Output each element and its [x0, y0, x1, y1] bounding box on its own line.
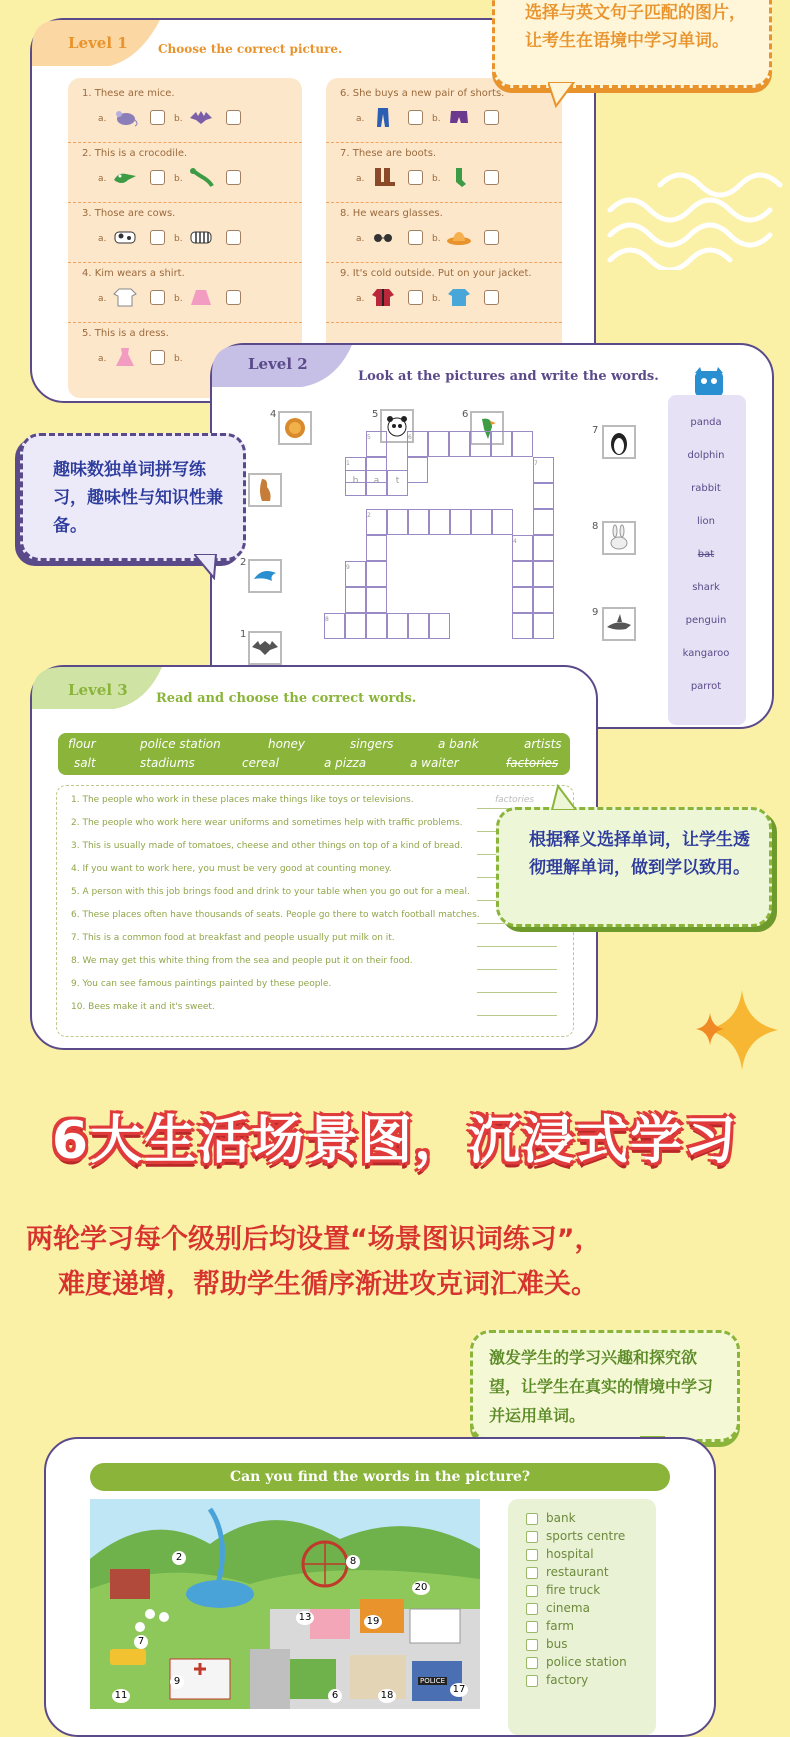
- headline: 6大生活场景图，沉浸式学习: [51, 1111, 739, 1171]
- sentence: 8. We may get this white thing from the sea and people put it on their food.: [71, 956, 413, 966]
- grid-cell[interactable]: [408, 613, 429, 639]
- word-item: panda: [690, 417, 722, 428]
- answer-blank[interactable]: [477, 992, 557, 993]
- grid-cell[interactable]: [533, 509, 554, 535]
- option-b-label: b.: [174, 354, 183, 364]
- scene-number: 19: [364, 1615, 382, 1629]
- grid-cell[interactable]: [366, 561, 387, 587]
- grid-cell[interactable]: [512, 431, 533, 457]
- sentence: 1. The people who work in these places make things like toys or televisions.: [71, 795, 414, 805]
- boots-icon: [370, 166, 396, 188]
- question-text: 5. This is a dress.: [82, 328, 169, 339]
- rabbit-photo: [602, 521, 636, 555]
- cow-icon: [112, 226, 138, 248]
- level1-tab: Level 1: [68, 34, 128, 52]
- grid-cell[interactable]: [408, 509, 429, 535]
- answer-blank[interactable]: [477, 969, 557, 970]
- bubble-left: [20, 433, 246, 561]
- question-3: [68, 198, 302, 263]
- scene-card: [44, 1437, 716, 1737]
- scene-title: Can you find the words in the picture?: [90, 1463, 670, 1491]
- shirt-icon: [112, 286, 138, 308]
- sentence: 6. These places often have thousands of seats. People go there to watch football matches.: [71, 910, 480, 920]
- sentence: 7. This is a common food at breakfast and people usually put milk on it.: [71, 933, 395, 943]
- bank-word: cereal: [242, 756, 279, 770]
- question-text: 1. These are mice.: [82, 88, 175, 99]
- grid-cell[interactable]: [366, 587, 387, 613]
- grid-cell[interactable]: [533, 613, 554, 639]
- shark-photo: [602, 607, 636, 641]
- scene-number: 8: [346, 1555, 360, 1569]
- option-b-checkbox[interactable]: [484, 290, 499, 305]
- scene-number: 2: [172, 1551, 186, 1565]
- clue-number: 6: [462, 409, 469, 420]
- bubble-bottom: [470, 1330, 740, 1442]
- grid-cell[interactable]: [366, 509, 387, 535]
- grid-cell[interactable]: [533, 483, 554, 509]
- scene-word: restaurant: [546, 1565, 609, 1579]
- dress-icon: [112, 346, 138, 368]
- option-b-label: b.: [432, 234, 441, 244]
- bubble-top: [492, 0, 772, 88]
- word-item: kangaroo: [682, 648, 730, 659]
- glasses-icon: [370, 226, 396, 248]
- tshirt-icon: [446, 286, 472, 308]
- grid-cell[interactable]: [366, 613, 387, 639]
- option-a-checkbox[interactable]: [150, 170, 165, 185]
- clue-number: 1: [240, 629, 247, 640]
- scene-word: cinema: [546, 1601, 590, 1615]
- option-a-checkbox[interactable]: [408, 110, 423, 125]
- grid-cell[interactable]: [471, 509, 492, 535]
- clue-number: 5: [372, 409, 379, 420]
- sparkle-star-icon: [692, 985, 782, 1075]
- bubble-right-tail: [548, 784, 578, 810]
- grid-cell[interactable]: [366, 431, 387, 457]
- bank-word: salt: [74, 756, 96, 770]
- jacket-icon: [370, 286, 396, 308]
- grid-cell[interactable]: [533, 561, 554, 587]
- grid-cell[interactable]: [366, 535, 387, 561]
- option-a-checkbox[interactable]: [408, 230, 423, 245]
- grid-cell[interactable]: [407, 457, 428, 483]
- option-a-checkbox[interactable]: [150, 230, 165, 245]
- grid-cell[interactable]: [429, 509, 450, 535]
- question-text: 7. These are boots.: [340, 148, 437, 159]
- level1-instruction: Choose the correct picture.: [158, 42, 343, 56]
- option-b-label: b.: [432, 294, 441, 304]
- bank-word: factories: [506, 756, 559, 770]
- example-answer: factories: [495, 795, 535, 805]
- option-b-checkbox[interactable]: [484, 230, 499, 245]
- scene-number: 11: [112, 1689, 130, 1703]
- option-b-label: b.: [432, 174, 441, 184]
- hat-icon: [446, 226, 472, 248]
- word-checkbox[interactable]: [526, 1639, 538, 1651]
- scene-word: sports centre: [546, 1529, 626, 1543]
- option-b-label: b.: [174, 294, 183, 304]
- option-a-label: a.: [98, 114, 107, 124]
- question-1: [68, 78, 302, 143]
- skirt-icon: [188, 286, 214, 308]
- subhead-line1: 两轮学习每个级别后均设置“场景图识词练习”，: [26, 1224, 602, 1255]
- grid-cell[interactable]: [429, 613, 450, 639]
- grid-cell[interactable]: [492, 509, 513, 535]
- bank-word: a waiter: [410, 756, 459, 770]
- cell-number: 6: [408, 434, 412, 441]
- word-checkbox[interactable]: [526, 1621, 538, 1633]
- lion-photo: [278, 411, 312, 445]
- question-text: 3. Those are cows.: [82, 208, 176, 219]
- bank-word: artists: [524, 737, 562, 751]
- option-a-checkbox[interactable]: [408, 290, 423, 305]
- option-b-checkbox[interactable]: [226, 110, 241, 125]
- grid-cell[interactable]: [428, 431, 449, 457]
- option-a-label: a.: [356, 294, 365, 304]
- cell-number: 8: [325, 616, 329, 623]
- question-text: 8. He wears glasses.: [340, 208, 443, 219]
- bank-word: police station: [140, 737, 221, 751]
- sock-icon: [446, 166, 472, 188]
- bank-word: flour: [68, 737, 96, 751]
- bank-word: a pizza: [324, 756, 367, 770]
- cell-number: 7: [534, 460, 538, 467]
- bank-word: a bank: [438, 737, 479, 751]
- option-a-checkbox[interactable]: [150, 350, 165, 365]
- grid-cell[interactable]: [324, 613, 345, 639]
- word-checkbox[interactable]: [526, 1675, 538, 1687]
- option-a-label: a.: [356, 234, 365, 244]
- option-a-checkbox[interactable]: [150, 290, 165, 305]
- grid-cell[interactable]: [512, 587, 533, 613]
- level3-instruction: Read and choose the correct words.: [156, 691, 417, 706]
- answer-blank[interactable]: [477, 1015, 557, 1016]
- question-text: 4. Kim wears a shirt.: [82, 268, 185, 279]
- scene-word: factory: [546, 1673, 589, 1687]
- option-b-checkbox[interactable]: [226, 290, 241, 305]
- kangaroo-photo: [248, 473, 282, 507]
- bat-photo: [248, 631, 282, 665]
- option-a-checkbox[interactable]: [408, 170, 423, 185]
- option-a-label: a.: [356, 174, 365, 184]
- word-checkbox[interactable]: [526, 1531, 538, 1543]
- grid-cell[interactable]: [345, 561, 366, 587]
- grid-cell[interactable]: [533, 457, 554, 483]
- word-checkbox[interactable]: [526, 1603, 538, 1615]
- scene-number: 13: [296, 1611, 314, 1625]
- grid-cell[interactable]: [449, 431, 470, 457]
- word-checkbox[interactable]: [526, 1585, 538, 1597]
- cell-number: 5: [367, 434, 371, 441]
- bubble-right: [496, 807, 772, 927]
- subhead-line2: 难度递增，帮助学生循序渐进攻克词汇难关。: [58, 1269, 598, 1300]
- cell-number: 4: [513, 538, 517, 545]
- scene-number: 18: [378, 1689, 396, 1703]
- level3-tab: Level 3: [68, 681, 128, 699]
- clue-number: 7: [592, 425, 599, 436]
- word-item: shark: [692, 582, 720, 593]
- option-b-checkbox[interactable]: [226, 230, 241, 245]
- zebra-icon: [188, 226, 214, 248]
- level2-instruction: Look at the pictures and write the words.: [358, 369, 659, 384]
- bubble-left-tail: [194, 554, 220, 580]
- question-text: 9. It's cold outside. Put on your jacket.: [340, 268, 532, 279]
- level2-tab: Level 2: [248, 355, 308, 373]
- grid-cell[interactable]: [470, 431, 491, 457]
- police-sign: POLICE: [420, 1677, 446, 1685]
- sentence: 2. The people who work here wear uniforms and sometimes help with traffic problems.: [71, 818, 463, 828]
- grid-cell[interactable]: [345, 587, 366, 613]
- level2-word-list: [668, 395, 746, 725]
- bubble-right-text: 根据释义选择单词，让学生透彻理解单词，做到学以致用。: [529, 830, 750, 878]
- grid-cell[interactable]: [387, 613, 408, 639]
- sentence: 10. Bees make it and it's sweet.: [71, 1002, 215, 1012]
- scene-word: bank: [546, 1511, 576, 1525]
- bubble-bottom-text: 激发学生的学习兴趣和探究欲望，让学生在真实的情境中学习并运用单词。: [489, 1348, 714, 1425]
- penguin-photo: [602, 425, 636, 459]
- answer-blank[interactable]: [477, 946, 557, 947]
- bank-word: singers: [350, 737, 394, 751]
- grid-cell[interactable]: [533, 587, 554, 613]
- grid-cell[interactable]: [491, 431, 512, 457]
- clue-number: 4: [270, 409, 277, 420]
- grid-cell-letter[interactable]: t: [387, 470, 408, 496]
- scene-word: police station: [546, 1655, 627, 1669]
- option-a-checkbox[interactable]: [150, 110, 165, 125]
- question-2: [68, 138, 302, 203]
- sentence: 9. You can see famous paintings painted by these people.: [71, 979, 332, 989]
- grid-cell[interactable]: [407, 431, 428, 457]
- cell-number: 9: [346, 564, 350, 571]
- clue-number: 9: [592, 607, 599, 618]
- cell-number: 1: [346, 460, 350, 467]
- word-checkbox[interactable]: [526, 1549, 538, 1561]
- grid-cell-letter[interactable]: a: [366, 470, 387, 496]
- scene-number: 9: [170, 1675, 184, 1689]
- option-b-label: b.: [432, 114, 441, 124]
- bubble-top-tail: [548, 82, 578, 108]
- lizard-icon: [188, 166, 214, 188]
- question-9: [326, 258, 562, 323]
- grid-cell[interactable]: [533, 535, 554, 561]
- option-b-checkbox[interactable]: [484, 170, 499, 185]
- option-b-checkbox[interactable]: [484, 110, 499, 125]
- option-a-label: a.: [98, 294, 107, 304]
- word-checkbox[interactable]: [526, 1513, 538, 1525]
- grid-cell[interactable]: [512, 535, 533, 561]
- sentence: 5. A person with this job brings food and drink to your table when you go out for a meal.: [71, 887, 470, 897]
- clue-number: 2: [240, 557, 247, 568]
- option-a-label: a.: [98, 174, 107, 184]
- shorts-icon: [446, 106, 472, 128]
- option-a-label: a.: [356, 114, 365, 124]
- word-item: penguin: [685, 615, 727, 626]
- scene-word: fire truck: [546, 1583, 601, 1597]
- question-8: [326, 198, 562, 263]
- scene-number: 6: [328, 1689, 342, 1703]
- bubble-left-text: 趣味数独单词拼写练习，趣味性与知识性兼备。: [53, 460, 223, 536]
- sentence: 4. If you want to work here, you must be very good at counting money.: [71, 864, 392, 874]
- word-item: bat: [697, 549, 715, 560]
- option-a-label: a.: [98, 234, 107, 244]
- scene-word: hospital: [546, 1547, 594, 1561]
- option-b-checkbox[interactable]: [226, 170, 241, 185]
- crocodile-icon: [112, 166, 138, 188]
- wave-decoration: [600, 160, 790, 270]
- scene-number: 17: [450, 1683, 468, 1697]
- grid-cell[interactable]: [512, 613, 533, 639]
- clue-number: 8: [592, 521, 599, 532]
- option-a-label: a.: [98, 354, 107, 364]
- bubble-top-text: 选择与英文句子匹配的图片，让考生在语境中学习单词。: [525, 3, 746, 51]
- word-item: lion: [696, 516, 715, 527]
- dolphin-photo: [248, 559, 282, 593]
- word-checkbox[interactable]: [526, 1657, 538, 1669]
- grid-cell[interactable]: [512, 561, 533, 587]
- question-4: [68, 258, 302, 323]
- grid-cell[interactable]: [450, 509, 471, 535]
- cell-number: 2: [367, 512, 371, 519]
- question-text: 2. This is a crocodile.: [82, 148, 188, 159]
- question-7: [326, 138, 562, 203]
- word-item: rabbit: [691, 483, 721, 494]
- option-b-label: b.: [174, 234, 183, 244]
- scene-number: 20: [412, 1581, 430, 1595]
- grid-cell[interactable]: [345, 613, 366, 639]
- grid-cell-letter[interactable]: b: [345, 470, 366, 496]
- word-item: parrot: [690, 681, 722, 692]
- level3-word-bank: [58, 733, 570, 775]
- bank-word: stadiums: [140, 756, 195, 770]
- sentence: 3. This is usually made of tomatoes, cheese and other things on top of a kind of bread.: [71, 841, 463, 851]
- bat-icon: [188, 106, 214, 128]
- word-checkbox[interactable]: [526, 1567, 538, 1579]
- bank-word: honey: [268, 737, 306, 751]
- scene-word: farm: [546, 1619, 574, 1633]
- option-b-label: b.: [174, 114, 183, 124]
- option-b-label: b.: [174, 174, 183, 184]
- mouse-icon: [112, 106, 138, 128]
- scene-word: bus: [546, 1637, 568, 1651]
- word-item: dolphin: [687, 450, 725, 461]
- grid-cell[interactable]: [387, 509, 408, 535]
- monster-mascot-icon: [692, 365, 726, 399]
- trousers-icon: [370, 106, 396, 128]
- scene-number: 7: [134, 1635, 148, 1649]
- question-text: 6. She buys a new pair of shorts.: [340, 88, 505, 99]
